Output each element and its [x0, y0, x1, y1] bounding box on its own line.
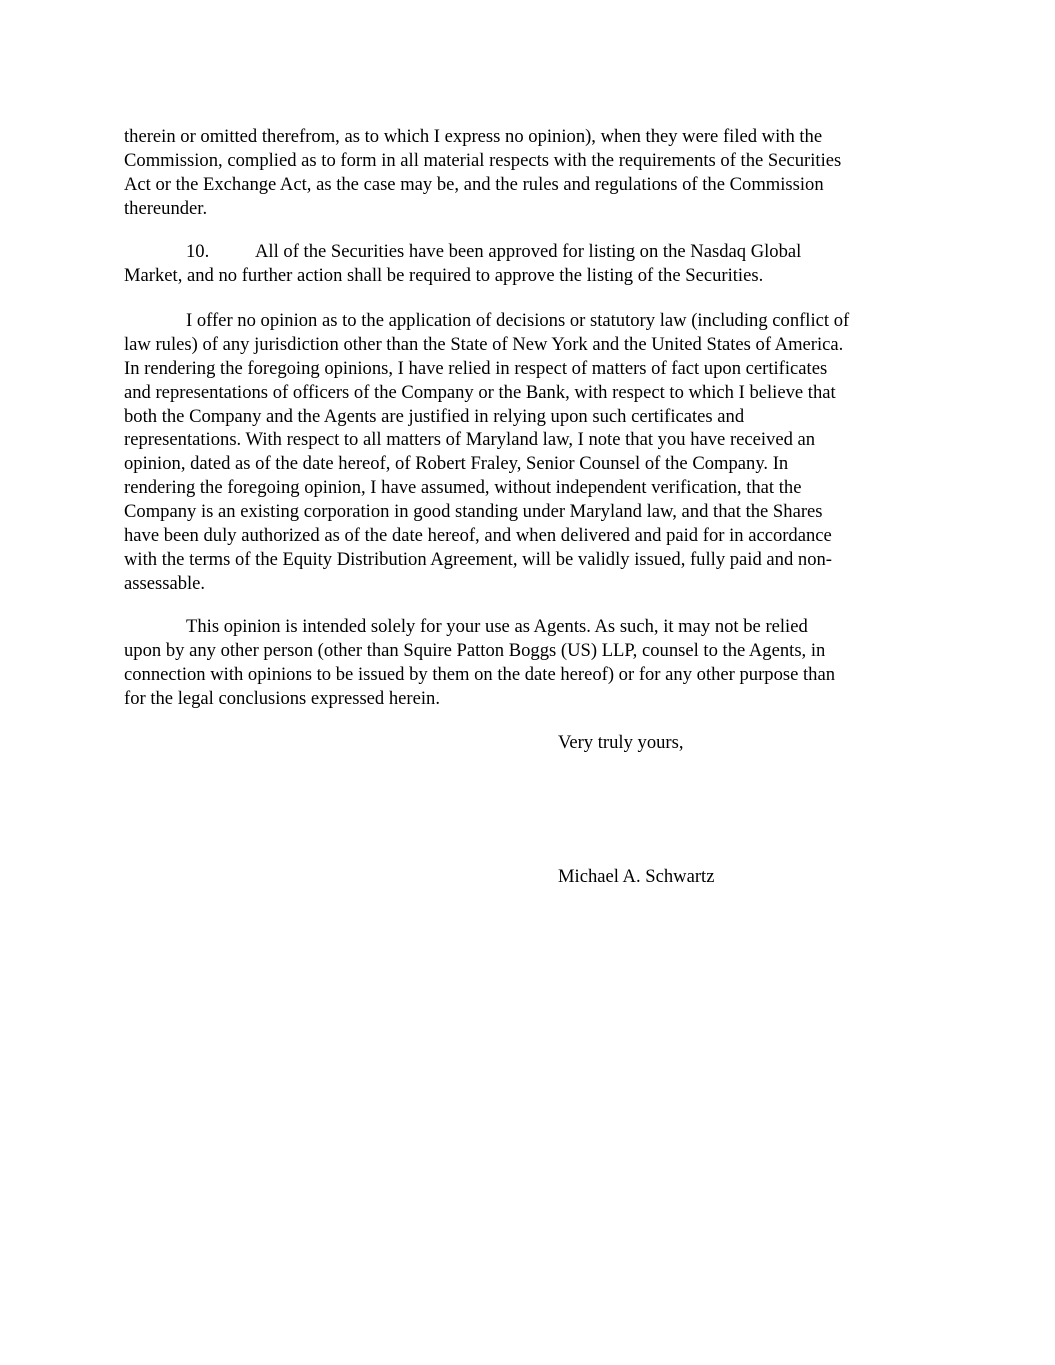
text-line: both the Company and the Agents are justified in relying upon such certificates and	[124, 405, 745, 427]
text-line: have been duly authorized as of the date hereof, and when delivered and paid for in accordance	[124, 525, 832, 547]
text-line: with the terms of the Equity Distribution Agreement, will be validly issued, fully paid and non-	[124, 548, 832, 570]
text-line: law rules) of any jurisdiction other than the State of New York and the United States of America.	[124, 333, 844, 355]
text-line: therein or omitted therefrom, as to which I express no opinion), when they were filed with the	[124, 126, 823, 147]
text-line	[124, 240, 936, 264]
text-line: Company is an existing corporation in good standing under Maryland law, and that the Shares	[124, 501, 823, 523]
signer-name: Michael A. Schwartz	[558, 866, 715, 887]
paragraph-number: 10.	[186, 241, 210, 262]
text-line: connection with opinions to be issued by them on the date hereof) or for any other purpose than	[124, 663, 836, 685]
text-line-content: All of the Securities have been approved for listing on the Nasdaq Global	[255, 241, 802, 262]
text-line: for the legal conclusions expressed herein.	[124, 687, 440, 709]
text-line: representations. With respect to all matters of Maryland law, I note that you have received an	[124, 429, 816, 451]
closing-salutation: Very truly yours,	[558, 732, 684, 753]
text-line: Commission, complied as to form in all material respects with the requirements of the Securities	[124, 149, 842, 171]
text-line	[124, 309, 936, 333]
text-line: Act or the Exchange Act, as the case may be, and the rules and regulations of the Commission	[124, 173, 824, 195]
reliance-paragraph	[124, 615, 936, 711]
text-line-content: I offer no opinion as to the application of decisions or statutory law (including conflict of	[186, 310, 850, 331]
text-line: and representations of officers of the Company or the Bank, with respect to which I believe that	[124, 381, 836, 403]
text-line	[124, 615, 936, 639]
paragraph-continuation	[124, 125, 936, 221]
opinion-scope-paragraph	[124, 309, 936, 596]
text-line: Market, and no further action shall be required to approve the listing of the Securities.	[124, 264, 764, 286]
text-line: rendering the foregoing opinion, I have assumed, without independent verification, that the	[124, 477, 802, 499]
text-line: assessable.	[124, 572, 206, 594]
text-line: opinion, dated as of the date hereof, of Robert Fraley, Senior Counsel of the Company. In	[124, 453, 789, 475]
text-line: In rendering the foregoing opinions, I have relied in respect of matters of fact upon certificates	[124, 357, 828, 379]
text-line: thereunder.	[124, 197, 208, 219]
text-line: upon by any other person (other than Squire Patton Boggs (US) LLP, counsel to the Agents, in	[124, 639, 826, 661]
numbered-paragraph-10	[124, 240, 936, 288]
text-line-content: This opinion is intended solely for your use as Agents. As such, it may not be relied	[186, 616, 808, 637]
